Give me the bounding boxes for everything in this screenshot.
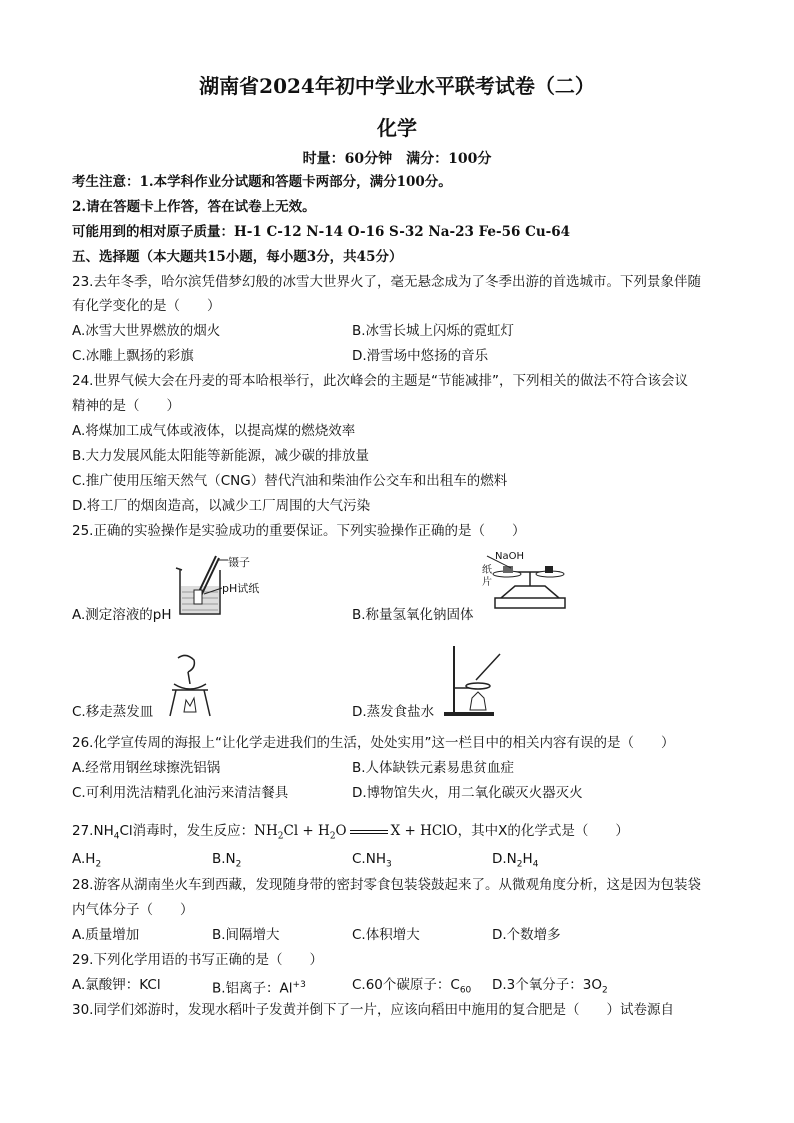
q24-option-d: D.将工厂的烟囱造高，以减少工厂周围的大气污染 (72, 498, 371, 514)
q26-option-c: C.可利用洗洁精乳化油污来清洁餐具 (72, 785, 289, 801)
notice-1: 考生注意：1.本学科作业分试题和答题卡两部分，满分100分。 (72, 174, 452, 190)
exam-title: 湖南省2024年初中学业水平联考试卷（二） (199, 74, 595, 98)
q24-option-b: B.大力发展风能太阳能等新能源，减少碳的排放量 (72, 448, 370, 464)
q25-option-d: D.蒸发食盐水 (352, 704, 435, 720)
q24-option-a: A.将煤加工成气体或液体，以提高煤的燃烧效率 (72, 423, 356, 439)
notice-2: 2.请在答题卡上作答，答在试卷上无效。 (72, 199, 316, 215)
evaporate-figure (440, 640, 520, 720)
q29-option-c: C.60个碳原子：$C_{60}$ (352, 977, 472, 996)
q25-option-c: C.移走蒸发皿 (72, 704, 154, 720)
q25-option-b: B.称量氢氧化钠固体 (352, 607, 474, 623)
q29-option-b: B.铝离子：$Al^{+3}$ (212, 980, 306, 997)
q29-stem: 29.下列化学用语的书写正确的是（ ） (72, 952, 323, 968)
q26-option-b: B.人体缺铁元素易患贫血症 (352, 760, 515, 776)
q23-option-b: B.冰雪长城上闪烁的霓虹灯 (352, 323, 515, 339)
paper-label-1: 纸 (482, 565, 492, 576)
q23-option-a: A.冰雪大世界燃放的烟火 (72, 323, 221, 339)
q27-option-d: $D.N_2H_4$ (492, 851, 539, 870)
q28-option-d: D.个数增多 (492, 927, 561, 943)
q23-option-d: D.滑雪场中悠扬的音乐 (352, 348, 489, 364)
q29-option-d: D.3个氧分子：$3O_2$ (492, 977, 608, 996)
q25-stem: 25.正确的实验操作是实验成功的重要保证。下列实验操作正确的是（ ） (72, 523, 526, 539)
ph-paper-label: pH试纸 (222, 582, 260, 595)
q28-option-a: A.质量增加 (72, 927, 140, 943)
q28-option-c: C.体积增大 (352, 927, 420, 943)
paper-label-2: 片 (482, 577, 492, 588)
subject-title: 化学 (377, 116, 417, 140)
remove-dish-figure (160, 650, 220, 720)
q27-equation: $NH_2Cl + H_2O$ X + HClO (254, 823, 458, 842)
q30-stem: 30.同学们郊游时，发现水稻叶子发黄并倒下了一片，应该向稻田中施用的复合肥是（ ）试卷源自 (72, 1002, 674, 1018)
q28-stem-1: 28.游客从湖南坐火车到西藏，发现随身带的密封零食包装袋鼓起来了。从微观角度分析，这是因为包装袋 (72, 877, 701, 893)
q28-option-b: B.间隔增大 (212, 927, 280, 943)
q27-option-c: $C.NH_3$ (352, 851, 392, 870)
q27-option-a: $A.H_2$ (72, 851, 102, 870)
q29-option-a: A.氯酸钾：KCl (72, 977, 161, 993)
tweezers-label: 镊子 (228, 556, 250, 569)
time-score: 时量：60分钟 满分：100分 (302, 151, 492, 167)
q24-option-c: C.推广使用压缩天然气（CNG）替代汽油和柴油作公交车和出租车的燃料 (72, 473, 508, 489)
naoh-label: NaOH (495, 551, 524, 562)
q24-stem-2: 精神的是（ ） (72, 398, 180, 414)
q27-option-b: $B.N_2$ (212, 851, 242, 870)
q26-option-d: D.博物馆失火，用二氧化碳灭火器灭火 (352, 785, 583, 801)
atomic-mass: 可能用到的相对原子质量：H-1 C-12 N-14 O-16 S-32 Na-23 Fe-56 Cu-64 (72, 224, 571, 240)
section-heading: 五、选择题（本大题共15小题，每小题3分，共45分） (72, 249, 403, 265)
q28-stem-2: 内气体分子（ ） (72, 902, 194, 918)
q24-stem-1: 24.世界气候大会在丹麦的哥本哈根举行，此次峰会的主题是“节能减排”，下列相关的做法不符合该会议 (72, 373, 688, 389)
equals-sign (350, 830, 388, 834)
q23-stem-1: 23.去年冬季，哈尔滨凭借梦幻般的冰雪大世界火了，毫无悬念成为了冬季出游的首选城市。下列景象伴随 (72, 274, 701, 290)
q26-stem: 26.化学宣传周的海报上“让化学走进我们的生活，处处实用”这一栏目中的相关内容有误的是（ ） (72, 735, 675, 751)
q23-stem-2: 有化学变化的是（ ） (72, 298, 221, 314)
q27-stem: $27.NH_4Cl$消毒时，发生反应：$NH_2Cl + H_2O$ X + HClO，其中X的化学式是（ ） (72, 823, 629, 842)
q25-option-a: A.测定溶液的pH (72, 607, 172, 623)
q26-option-a: A.经常用钢丝球擦洗铝锅 (72, 760, 221, 776)
q23-option-c: C.冰雕上飘扬的彩旗 (72, 348, 194, 364)
